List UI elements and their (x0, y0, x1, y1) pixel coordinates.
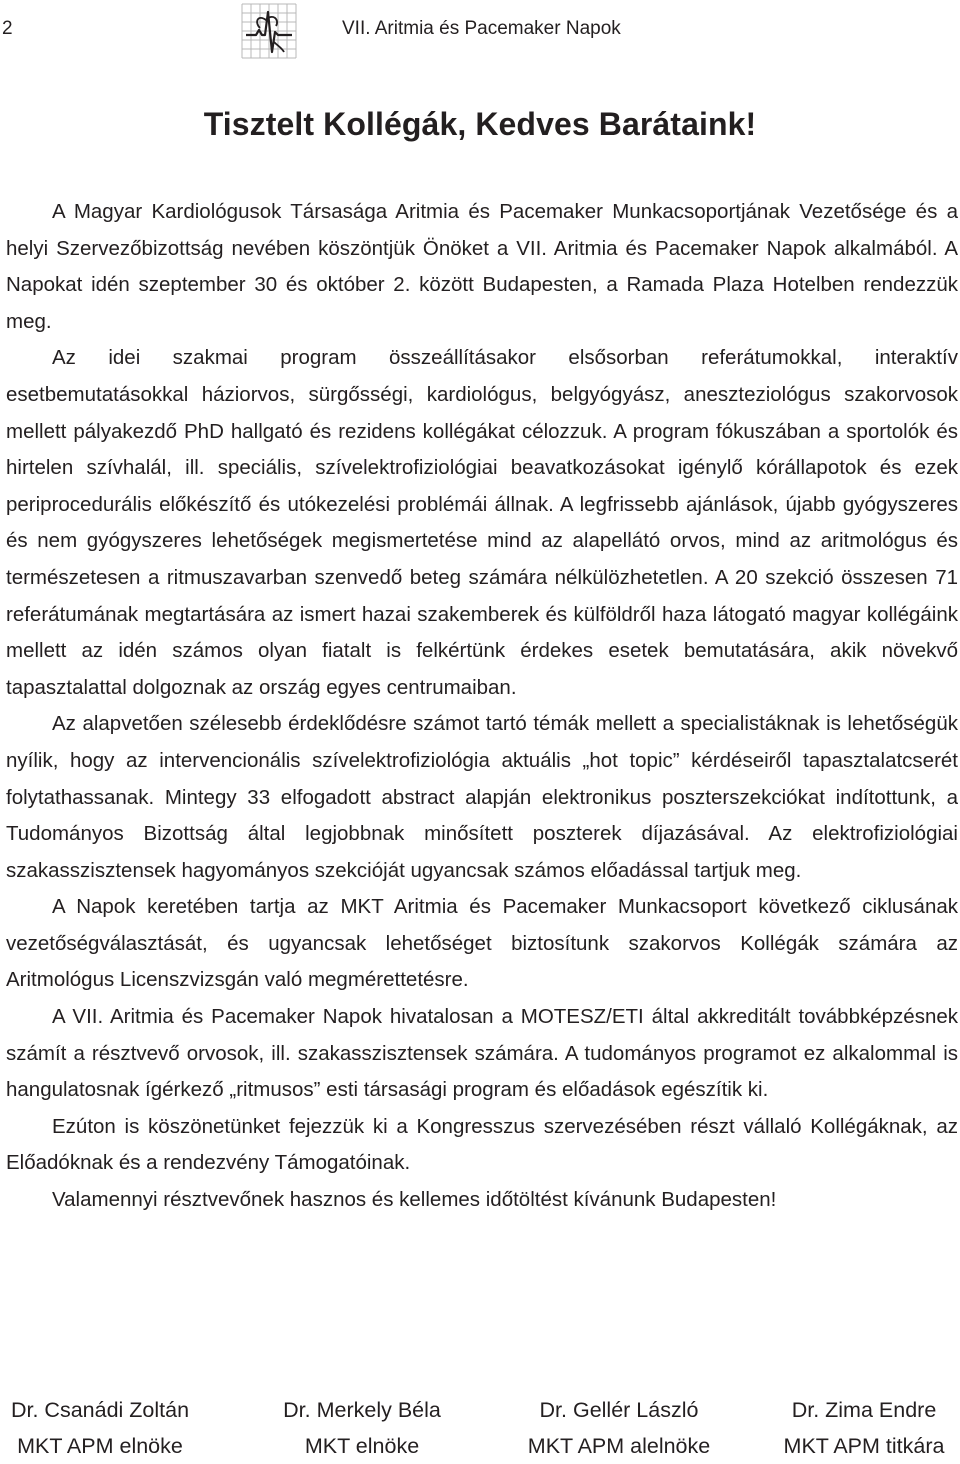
heart-rhythm-logo-icon (238, 2, 300, 60)
paragraph-election: A Napok keretében tartja az MKT Aritmia és Pacemaker Munkacsoport következő ciklusának vezetőségválasztását, és ugyancsak lehetőséget biztosítunk szakorvos Kollégák számára az Aritmológus Licenszvizsgán való megmérettetésre. (6, 895, 958, 992)
running-title: VII. Aritmia és Pacemaker Napok (342, 18, 621, 39)
page-header (0, 0, 960, 64)
signatory-name: Dr. Zima Endre (791, 1398, 937, 1422)
paragraph-intro: A Magyar Kardiológusok Társasága Aritmia és Pacemaker Munkacsoportjának Vezetősége és a helyi Szervezőbizottság nevében köszöntjük Önöket a VII. Aritmia és Pacemaker Napok alkalmából. A Napokat idén szeptember 30 és október 2. között Budapesten, a Ramada Plaza Hotelben rendezzük meg. (6, 200, 958, 333)
paragraph-thanks: Ezúton is köszönetünket fejezzük ki a Kongresszus szervezésében részt vállaló Kollégáknak, az Előadóknak és a rendezvény Támogatóinak. (6, 1114, 958, 1175)
signatory-role: MKT elnöke (304, 1434, 420, 1458)
page-number: 2 (2, 18, 13, 39)
signatory-name: Dr. Merkely Béla (283, 1398, 441, 1422)
signatory-role: MKT APM alelnöke (527, 1434, 711, 1458)
paragraph-closing: Valamennyi résztvevőnek hasznos és kellemes időtöltést kívánunk Budapesten! (52, 1188, 777, 1212)
letter-body (6, 194, 958, 1219)
paragraph-program: Az idei szakmai program összeállításakor elsősorban referátumokkal, interaktív esetbemutatásokkal háziorvos, sürgősségi, kardiológus, belgyógyász, aneszteziológus szakorvosok mellett pályakezdő PhD hallgató és rezidens kollégákat célozzuk. A program fókuszában a sportolók és hirtelen szívhalál, ill. speciális, szívelektrofiziológiai beavatkozásokat igénylő kórállapotok és ezek periprocedurális előkészítő és utókezelési problémái állnak. A legfrissebb ajánlások, újabb gyógyszeres és nem gyógyszeres lehetőségek megismertetése mind az alapellátó orvos, mind az aritmológus és természetesen a ritmuszavarban szenvedő beteg számára nélkülözhetetlen. A 20 szekció összesen 71 referátumának megtartására az ismert hazai szakemberek és külföldről haza látogató magyar kollégáink mellett az idén számos olyan fiatalt is felkértünk érdekes esetek bemutatására, akik növekvő tapasztalattal dolgoznak az ország egyes centrumaiban. (6, 346, 958, 699)
signatory-role: MKT APM titkára (783, 1434, 945, 1458)
signature-block (0, 1392, 200, 1464)
letter-title: Tisztelt Kollégák, Kedves Barátaink! (203, 106, 757, 142)
signatures (0, 1392, 960, 1462)
signature-block (515, 1392, 723, 1464)
paragraph-accreditation: A VII. Aritmia és Pacemaker Napok hivatalosan a MOTESZ/ETI által akkreditált továbbképzésnek számít a résztvevő orvosok, ill. szakasszisztensek számára. A tudományos programot ez alkalommal is hangulatosnak ígérkező „ritmusos” esti társasági program és előadások egészítik ki. (6, 1005, 958, 1102)
signature-block (262, 1392, 462, 1464)
signature-block (770, 1392, 958, 1464)
paragraph-specialists: Az alapvetően szélesebb érdeklődésre számot tartó témák mellett a specialistáknak is lehetőségük nyílik, hogy az intervencionális szívelektrofiziológia aktuális „hot topic” kérdéseiről tapasztalatcserét folytathassanak. Mintegy 33 elfogadott abstract alapján elektronikus poszterszekciókat indítottunk, a Tudományos Bizottság által legjobbnak minősített poszterek díjazásával. Az elektrofiziológiai szakasszisztensek hagyományos szekcióját ugyancsak számos előadással tartjuk meg. (6, 712, 958, 882)
signatory-name: Dr. Csanádi Zoltán (10, 1398, 190, 1422)
signatory-name: Dr. Gellér László (539, 1398, 699, 1422)
signatory-role: MKT APM elnöke (17, 1434, 183, 1458)
